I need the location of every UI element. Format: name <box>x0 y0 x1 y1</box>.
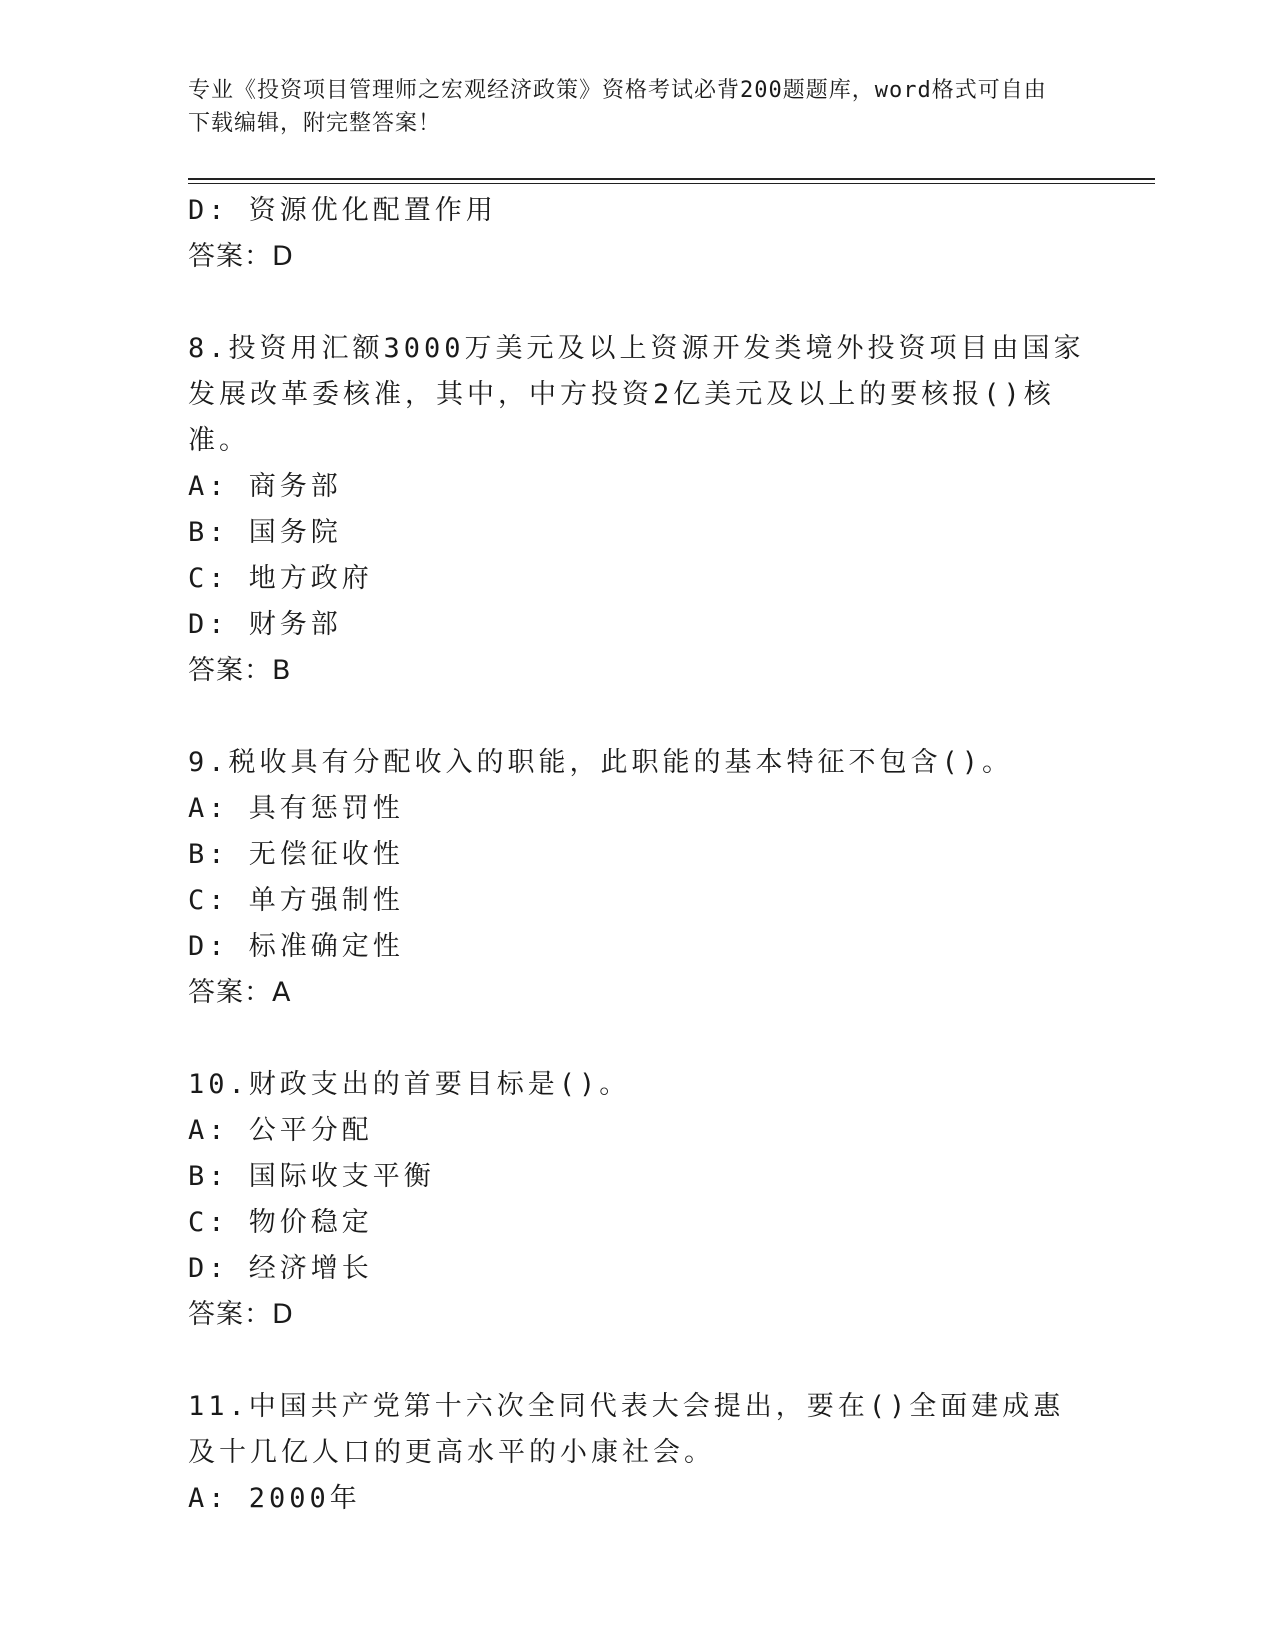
option-b: B: 国务院 <box>188 517 342 548</box>
option-a: A: 商务部 <box>188 471 342 502</box>
document-body <box>188 188 1088 1522</box>
option-c: C: 物价稳定 <box>188 1207 373 1238</box>
header-divider-thick <box>188 178 1155 180</box>
document-header: 专业《投资项目管理师之宏观经济政策》资格考试必背200题题库，word格式可自由下载编辑，附完整答案！ <box>188 78 1047 136</box>
header-divider-thin <box>188 183 1155 184</box>
question-stem: 9.税收具有分配收入的职能，此职能的基本特征不包含()。 <box>188 747 1014 778</box>
question-stem: 11.中国共产党第十六次全同代表大会提出，要在()全面建成惠及十几亿人口的更高水平的小康社会。 <box>188 1391 1065 1468</box>
question-stem: 8.投资用汇额3000万美元及以上资源开发类境外投资项目由国家发展改革委核准，其中，中方投资2亿美元及以上的要核报()核准。 <box>188 333 1085 456</box>
option-d: D: 资源优化配置作用 <box>188 195 497 226</box>
answer: 答案：A <box>188 977 292 1008</box>
option-b: B: 国际收支平衡 <box>188 1161 435 1192</box>
option-a: A: 2000年 <box>188 1483 361 1514</box>
option-b: B: 无偿征收性 <box>188 839 404 870</box>
question-stem: 10.财政支出的首要目标是()。 <box>188 1069 631 1100</box>
option-c: C: 单方强制性 <box>188 885 404 916</box>
option-d: D: 经济增长 <box>188 1253 373 1284</box>
option-a: A: 具有惩罚性 <box>188 793 404 824</box>
answer: 答案：D <box>188 241 294 272</box>
option-d: D: 标准确定性 <box>188 931 404 962</box>
option-d: D: 财务部 <box>188 609 342 640</box>
answer: 答案：D <box>188 1299 294 1330</box>
option-c: C: 地方政府 <box>188 563 373 594</box>
option-a: A: 公平分配 <box>188 1115 373 1146</box>
answer: 答案：B <box>188 655 292 686</box>
